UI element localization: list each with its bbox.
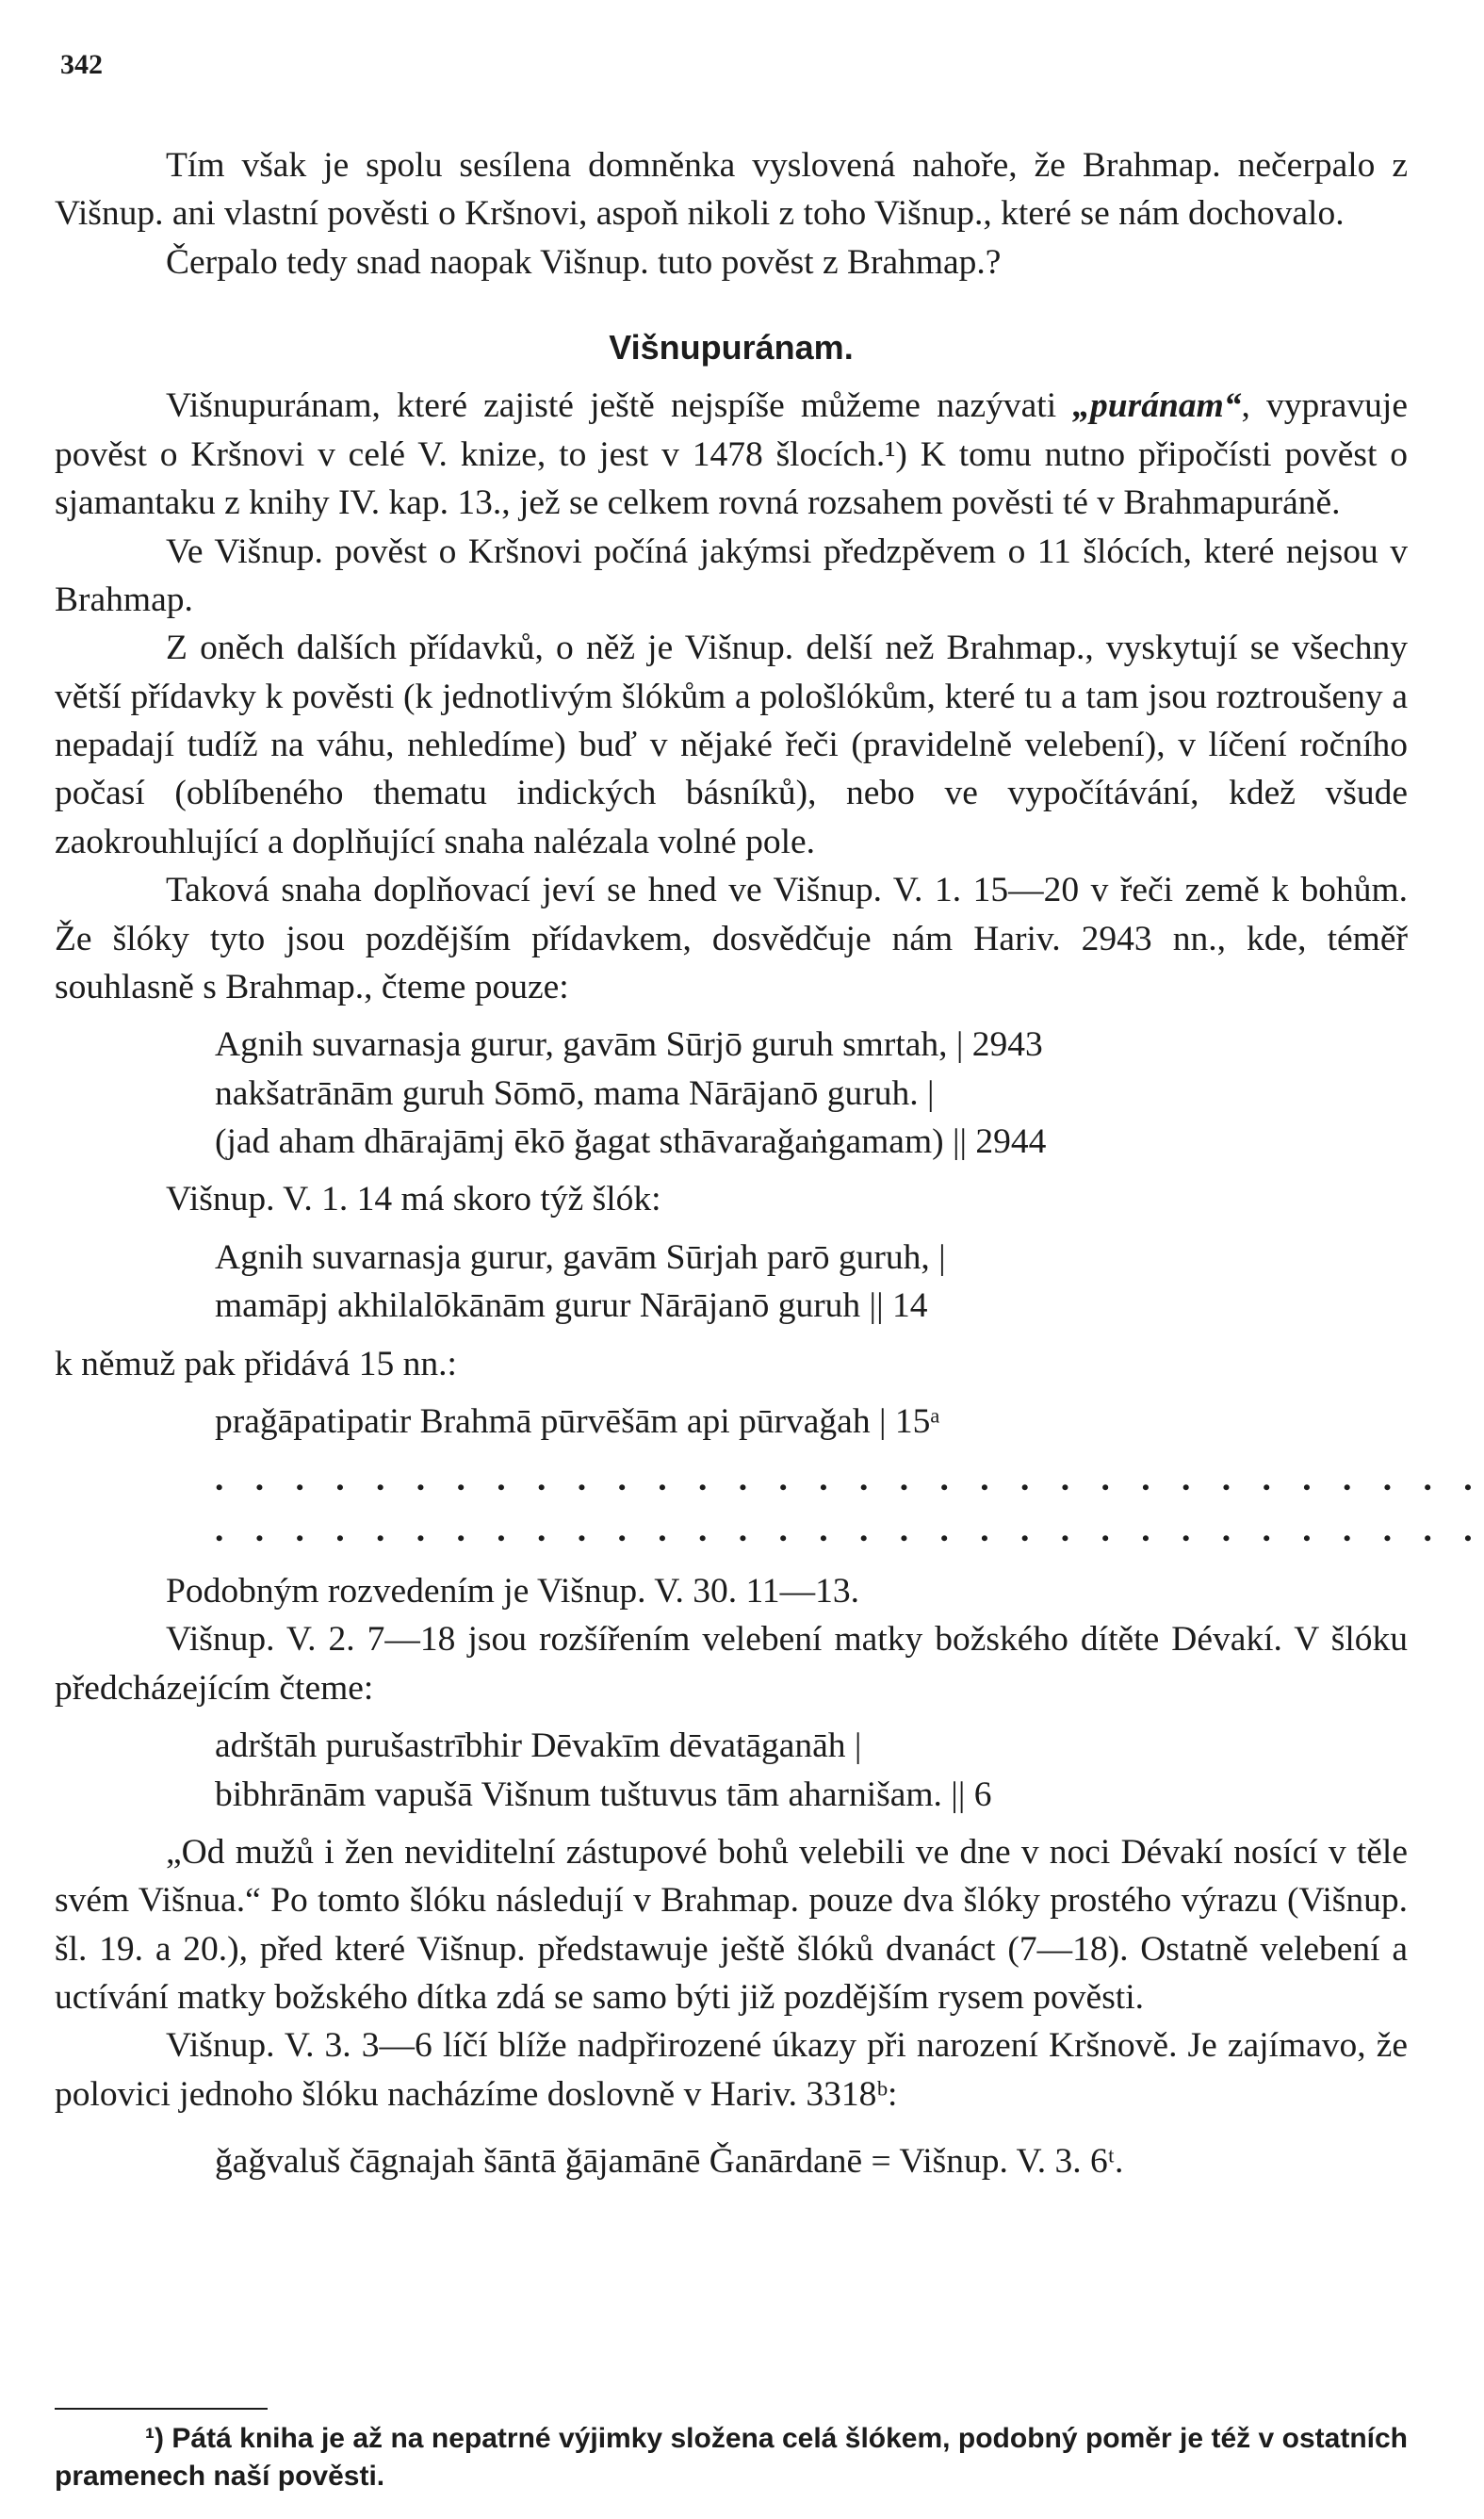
footnote-text: ¹) Pátá kniha je až na nepatrné výjimky složena celá šlókem, podobný poměr je též v ostatních pramenech naší pověsti. — [55, 2423, 1408, 2492]
footnote-divider — [55, 2408, 268, 2410]
paragraph: Z oněch dalších přídavků, o něž je Višnup. delší než Brahmap., vyskytují se všechny větší přídavky k pověsti (k jednotlivým šlókům a pološlókům, které tu a tam jsou roztroušeny a nepadají tudíž na váhu, nehledíme) buď v nějaké řeči (pravidelně velebení), v líčení ročního počasí (oblíbeného thematu indických básníků), nebo ve vypočítávání, kdež všude zaokrouhlující a doplňující snaha nalézala volné pole. — [55, 629, 1408, 861]
paragraph: Višnup. V. 1. 14 má skoro týž šlók: — [166, 1180, 661, 1219]
verse-line: Agnih suvarnasja gurur, gavām Sūrjah parō guruh, | — [215, 1237, 946, 1277]
verse-line: nakšatrānām guruh Sōmō, mama Nārājanō guruh. | — [215, 1073, 935, 1113]
paragraph: Podobným rozvedením je Višnup. V. 30. 11—13. — [166, 1572, 859, 1611]
verse-block — [215, 1722, 1408, 1819]
paragraph: k němuž pak přidává 15 nn.: — [55, 1344, 457, 1383]
verse-equation: ǧaǧvaluš čāgnajah šāntā ǧājamānē Ǧanārdanē = Višnup. V. 3. 6ᵗ. — [215, 2142, 1124, 2182]
paragraph-text: , vypravuje pověst o Kršnovi v celé V. knize, to jest v 1478 šlocích.¹) K tomu nutno připočísti pověst o sjamantaku z knihy IV. kap. 13., jež se celkem rovná rozsahem pověsti té v Brahmapuráně. — [55, 386, 1408, 523]
paragraph: Ve Višnup. pověst o Kršnovi počíná jakýmsi předzpěvem o 11 šlócích, které nejsou v Brahmap. — [55, 532, 1408, 619]
body-text — [55, 141, 1484, 2186]
verse-block — [215, 1234, 1408, 1331]
page-number: 342 — [60, 49, 103, 80]
paragraph — [55, 382, 1408, 527]
verse-line: mamāpj akhilalōkānām gurur Nārājanō guruh || 14 — [215, 1286, 928, 1326]
paragraph: Taková snaha doplňovací jeví se hned ve Višnup. V. 1. 15—20 v řeči země k bohům. Že šlóky tyto jsou pozdějším přídavkem, dosvědčuje nám Hariv. 2943 nn., kde, téměř souhlasně s Brahmap., čteme pouze: — [55, 871, 1408, 1006]
paragraph: Višnup. V. 2. 7—18 jsou rozšířením velebení matky božského dítěte Dévakí. V šlóku předcházejícím čteme: — [55, 1620, 1408, 1708]
verse-block — [215, 1021, 1408, 1166]
ellipsis-line: . . . . . . . . . . . . . . . . . . . . . . . . . . . . . . . . — [215, 1510, 1484, 1549]
emphasized-term: „puránam“ — [1072, 386, 1242, 426]
verse-line: (jad aham dhārajāmj ēkō ğagat sthāvaraǧaṅgamam) || 2944 — [215, 1122, 1047, 1162]
paragraph: „Od mužů i žen neviditelní zástupové bohů velebili ve dne v noci Dévakí nosící v těle svém Višnua.“ Po tomto šlóku následují v Brahmap. pouze dva šlóky prostého výrazu (Višnup. šl. 19. a 20.), před které Višnup. předstawuje ještě šlóků dvanáct (7—18). Ostatně velebení a uctívání matky božského dítka zdá se samo býti již pozdějším rysem pověsti. — [55, 1832, 1408, 2018]
verse-block — [215, 1398, 1408, 1446]
paragraph: Čerpalo tedy snad naopak Višnup. tuto pověst z Brahmap.? — [166, 242, 1002, 282]
verse-line: bibhrānām vapušā Višnum tuštuvus tām aharnišam. || 6 — [215, 1775, 992, 1814]
verse-line: adrštāh purušastrībhir Dēvakīm dēvatāganāh | — [215, 1726, 862, 1766]
paragraph: Tím však je spolu sesílena domněnka vyslovená nahoře, že Brahmap. nečerpalo z Višnup. ani vlastní pověsti o Kršnovi, aspoň nikoli z toho Višnup., které se nám dochovalo. — [55, 146, 1408, 234]
paragraph: Višnup. V. 3. 3—6 líčí blíže nadpřirozené úkazy při narození Kršnově. Je zajímavo, že polovici jednoho šlóku nacházíme doslovně v Hariv. 3318ᵇ: — [55, 2026, 1408, 2114]
verse-line: Agnih suvarnasja gurur, gavām Sūrjō guruh smrtah, | 2943 — [215, 1025, 1043, 1065]
verse-line: praǧāpatipatir Brahmā pūrvēšām api pūrvaǧah | 15ᵃ — [215, 1401, 940, 1441]
ellipsis-line: . . . . . . . . . . . . . . . . . . . . . . . . . . . . . . . . — [215, 1460, 1484, 1499]
footnote — [55, 2420, 1408, 2495]
section-heading: Višnupuránam. — [609, 328, 854, 368]
paragraph-text: Višnupuránam, které zajisté ještě nejspíše můžeme nazývati — [166, 386, 1073, 426]
